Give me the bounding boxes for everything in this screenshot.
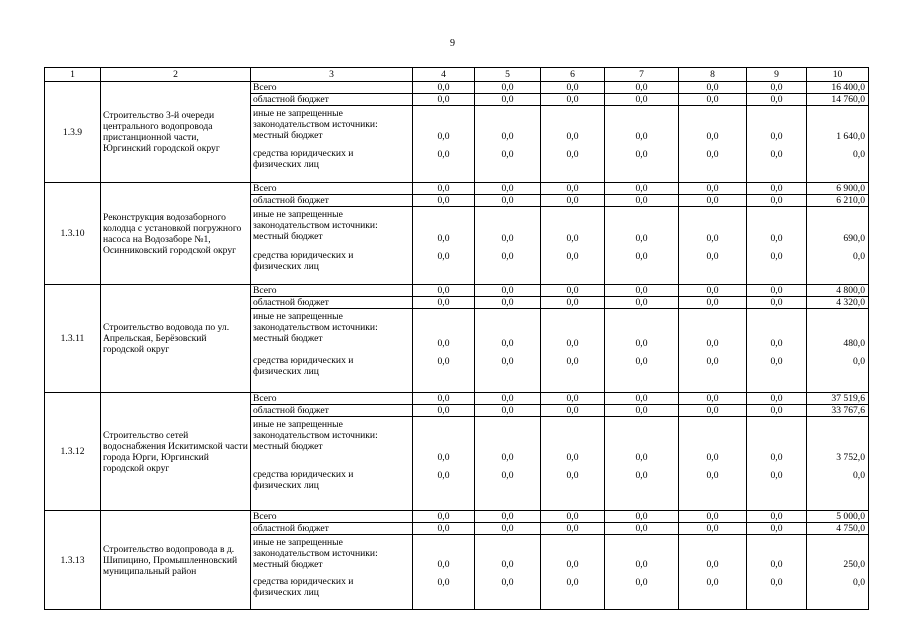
source-total-label: Всего bbox=[251, 393, 413, 405]
source-legal-label bbox=[251, 355, 413, 393]
value-cell: 0,0 bbox=[475, 511, 541, 523]
measure-code: 1.3.9 bbox=[45, 82, 101, 183]
value-cell: 0,0 bbox=[475, 393, 541, 405]
value-cell: 0,0 bbox=[605, 195, 679, 207]
value-cell: 0,0 bbox=[475, 183, 541, 195]
value-cell: 0,0 bbox=[605, 207, 679, 250]
funding-table bbox=[44, 67, 869, 610]
value-cell: 0,0 bbox=[605, 511, 679, 523]
value-cell: 0,0 bbox=[413, 309, 475, 355]
value-cell: 0,0 bbox=[807, 469, 869, 511]
value-cell: 0,0 bbox=[747, 417, 807, 469]
source-regional-label: областной бюджет bbox=[251, 297, 413, 309]
source-regional-label: областной бюджет bbox=[251, 405, 413, 417]
table-body bbox=[45, 68, 869, 610]
value-cell: 0,0 bbox=[605, 106, 679, 148]
table-row bbox=[45, 393, 869, 405]
source-local-text: местный бюджет bbox=[253, 441, 323, 452]
value-cell: 0,0 bbox=[605, 183, 679, 195]
value-cell: 0,0 bbox=[605, 469, 679, 511]
value-cell: 0,0 bbox=[679, 183, 747, 195]
source-legal-text: средства юридических и bbox=[253, 147, 354, 159]
value-cell: 0,0 bbox=[747, 250, 807, 285]
value-cell: 0,0 bbox=[413, 94, 475, 106]
value-cell: 0,0 bbox=[605, 523, 679, 535]
source-legal-text: физических лиц bbox=[253, 479, 319, 491]
value-cell: 0,0 bbox=[475, 250, 541, 285]
source-legal-text: физических лиц bbox=[253, 260, 319, 272]
source-legal-text: физических лиц bbox=[253, 365, 319, 377]
source-other-label: законодательством источники: bbox=[253, 322, 378, 333]
value-cell: 0,0 bbox=[679, 82, 747, 94]
value-cell: 0,0 bbox=[747, 309, 807, 355]
value-cell: 0,0 bbox=[413, 469, 475, 511]
value-cell: 0,0 bbox=[747, 469, 807, 511]
value-cell: 0,0 bbox=[413, 106, 475, 148]
value-cell: 0,0 bbox=[541, 417, 605, 469]
value-cell: 690,0 bbox=[807, 207, 869, 250]
value-cell: 0,0 bbox=[679, 535, 747, 576]
value-cell: 0,0 bbox=[679, 355, 747, 393]
value-cell: 0,0 bbox=[475, 417, 541, 469]
value-cell: 4 320,0 bbox=[807, 297, 869, 309]
value-cell: 0,0 bbox=[679, 393, 747, 405]
measure-name: Строительство 3-й очереди центрального водопровода пристанционной части, Юргинский городской округ bbox=[101, 82, 251, 183]
value-cell: 0,0 bbox=[475, 207, 541, 250]
value-cell: 0,0 bbox=[605, 285, 679, 297]
column-header: 2 bbox=[101, 68, 251, 82]
value-cell: 0,0 bbox=[679, 195, 747, 207]
value-cell: 0,0 bbox=[679, 511, 747, 523]
table-row bbox=[45, 511, 869, 523]
value-cell: 0,0 bbox=[679, 148, 747, 183]
column-header: 10 bbox=[807, 68, 869, 82]
source-local-label bbox=[251, 535, 413, 576]
source-legal-text: средства юридических и bbox=[253, 249, 354, 261]
source-legal-text: средства юридических и bbox=[253, 575, 354, 587]
value-cell: 0,0 bbox=[413, 297, 475, 309]
value-cell: 0,0 bbox=[475, 82, 541, 94]
source-local-label bbox=[251, 309, 413, 355]
value-cell: 0,0 bbox=[413, 355, 475, 393]
measure-name: Строительство сетей водоснабжения Искитимской части города Юрги, Юргинский городской округ bbox=[101, 393, 251, 511]
measure-code: 1.3.10 bbox=[45, 183, 101, 285]
value-cell: 0,0 bbox=[679, 309, 747, 355]
value-cell: 0,0 bbox=[747, 148, 807, 183]
value-cell: 0,0 bbox=[747, 523, 807, 535]
value-cell: 0,0 bbox=[541, 195, 605, 207]
value-cell: 0,0 bbox=[541, 250, 605, 285]
value-cell: 0,0 bbox=[747, 183, 807, 195]
value-cell: 0,0 bbox=[541, 511, 605, 523]
value-cell: 0,0 bbox=[475, 297, 541, 309]
source-legal-text: физических лиц bbox=[253, 158, 319, 170]
table-row bbox=[45, 82, 869, 94]
column-header: 5 bbox=[475, 68, 541, 82]
source-other-label: законодательством источники: bbox=[253, 119, 378, 130]
source-other-label: иные не запрещенные bbox=[253, 419, 343, 430]
value-cell: 0,0 bbox=[475, 94, 541, 106]
source-total-label: Всего bbox=[251, 183, 413, 195]
value-cell: 0,0 bbox=[679, 576, 747, 610]
value-cell: 0,0 bbox=[605, 576, 679, 610]
value-cell: 0,0 bbox=[541, 183, 605, 195]
measure-code: 1.3.11 bbox=[45, 285, 101, 393]
value-cell: 0,0 bbox=[413, 405, 475, 417]
source-local-label bbox=[251, 207, 413, 250]
value-cell: 0,0 bbox=[541, 106, 605, 148]
source-legal-text: средства юридических и bbox=[253, 468, 354, 480]
column-header: 1 bbox=[45, 68, 101, 82]
source-legal-text: средства юридических и bbox=[253, 354, 354, 366]
value-cell: 0,0 bbox=[541, 82, 605, 94]
measure-code: 1.3.12 bbox=[45, 393, 101, 511]
source-regional-label: областной бюджет bbox=[251, 94, 413, 106]
header-row bbox=[45, 68, 869, 82]
value-cell: 0,0 bbox=[679, 106, 747, 148]
column-header: 3 bbox=[251, 68, 413, 82]
value-cell: 1 640,0 bbox=[807, 106, 869, 148]
source-legal-label bbox=[251, 576, 413, 610]
source-regional-label: областной бюджет bbox=[251, 195, 413, 207]
source-other-label: законодательством источники: bbox=[253, 220, 378, 231]
value-cell: 0,0 bbox=[605, 393, 679, 405]
value-cell: 0,0 bbox=[475, 355, 541, 393]
value-cell: 0,0 bbox=[541, 207, 605, 250]
value-cell: 0,0 bbox=[475, 523, 541, 535]
value-cell: 0,0 bbox=[413, 183, 475, 195]
source-total-label: Всего bbox=[251, 511, 413, 523]
value-cell: 0,0 bbox=[413, 82, 475, 94]
value-cell: 0,0 bbox=[807, 148, 869, 183]
value-cell: 37 519,6 bbox=[807, 393, 869, 405]
value-cell: 0,0 bbox=[679, 250, 747, 285]
value-cell: 0,0 bbox=[747, 195, 807, 207]
column-header: 6 bbox=[541, 68, 605, 82]
value-cell: 0,0 bbox=[413, 207, 475, 250]
source-local-label bbox=[251, 417, 413, 469]
value-cell: 0,0 bbox=[605, 82, 679, 94]
source-legal-label bbox=[251, 469, 413, 511]
value-cell: 0,0 bbox=[747, 94, 807, 106]
value-cell: 0,0 bbox=[541, 523, 605, 535]
measure-name: Реконструкция водозаборного колодца с установкой погружного насоса на Водозаборе №1, Осинниковский городской округ bbox=[101, 183, 251, 285]
value-cell: 0,0 bbox=[679, 207, 747, 250]
value-cell: 0,0 bbox=[605, 535, 679, 576]
value-cell: 0,0 bbox=[605, 417, 679, 469]
source-other-label: иные не запрещенные bbox=[253, 108, 343, 119]
value-cell: 0,0 bbox=[807, 576, 869, 610]
value-cell: 0,0 bbox=[679, 285, 747, 297]
value-cell: 0,0 bbox=[747, 535, 807, 576]
table-row bbox=[45, 285, 869, 297]
page-number: 9 bbox=[450, 38, 455, 49]
value-cell: 0,0 bbox=[747, 82, 807, 94]
value-cell: 0,0 bbox=[747, 511, 807, 523]
value-cell: 0,0 bbox=[413, 511, 475, 523]
value-cell: 0,0 bbox=[679, 523, 747, 535]
value-cell: 0,0 bbox=[413, 535, 475, 576]
value-cell: 6 900,0 bbox=[807, 183, 869, 195]
value-cell: 0,0 bbox=[541, 405, 605, 417]
value-cell: 0,0 bbox=[605, 297, 679, 309]
value-cell: 0,0 bbox=[413, 523, 475, 535]
value-cell: 0,0 bbox=[541, 94, 605, 106]
source-total-label: Всего bbox=[251, 285, 413, 297]
source-total-label: Всего bbox=[251, 82, 413, 94]
value-cell: 0,0 bbox=[413, 285, 475, 297]
column-header: 4 bbox=[413, 68, 475, 82]
source-local-text: местный бюджет bbox=[253, 559, 323, 570]
value-cell: 0,0 bbox=[475, 576, 541, 610]
source-other-label: законодательством источники: bbox=[253, 548, 378, 559]
value-cell: 0,0 bbox=[475, 195, 541, 207]
value-cell: 0,0 bbox=[475, 148, 541, 183]
value-cell: 0,0 bbox=[807, 355, 869, 393]
value-cell: 0,0 bbox=[747, 207, 807, 250]
value-cell: 0,0 bbox=[541, 469, 605, 511]
value-cell: 0,0 bbox=[541, 355, 605, 393]
value-cell: 0,0 bbox=[541, 285, 605, 297]
value-cell: 0,0 bbox=[747, 405, 807, 417]
measure-name: Строительство водовода по ул. Апрельская, Берёзовский городской округ bbox=[101, 285, 251, 393]
column-header: 8 bbox=[679, 68, 747, 82]
value-cell: 0,0 bbox=[747, 285, 807, 297]
value-cell: 0,0 bbox=[541, 148, 605, 183]
value-cell: 0,0 bbox=[679, 297, 747, 309]
value-cell: 0,0 bbox=[541, 393, 605, 405]
source-other-label: иные не запрещенные bbox=[253, 209, 343, 220]
value-cell: 0,0 bbox=[807, 250, 869, 285]
value-cell: 0,0 bbox=[541, 309, 605, 355]
value-cell: 3 752,0 bbox=[807, 417, 869, 469]
value-cell: 0,0 bbox=[475, 106, 541, 148]
value-cell: 0,0 bbox=[475, 535, 541, 576]
value-cell: 0,0 bbox=[475, 309, 541, 355]
source-legal-label bbox=[251, 148, 413, 183]
value-cell: 0,0 bbox=[679, 94, 747, 106]
source-local-text: местный бюджет bbox=[253, 130, 323, 141]
value-cell: 0,0 bbox=[541, 535, 605, 576]
source-other-label: законодательством источники: bbox=[253, 430, 378, 441]
value-cell: 0,0 bbox=[605, 405, 679, 417]
source-local-label bbox=[251, 106, 413, 148]
value-cell: 33 767,6 bbox=[807, 405, 869, 417]
value-cell: 4 750,0 bbox=[807, 523, 869, 535]
value-cell: 0,0 bbox=[541, 297, 605, 309]
value-cell: 0,0 bbox=[747, 297, 807, 309]
value-cell: 0,0 bbox=[605, 355, 679, 393]
value-cell: 0,0 bbox=[475, 285, 541, 297]
value-cell: 0,0 bbox=[541, 576, 605, 610]
source-legal-text: физических лиц bbox=[253, 586, 319, 598]
column-header: 7 bbox=[605, 68, 679, 82]
column-header: 9 bbox=[747, 68, 807, 82]
source-regional-label: областной бюджет bbox=[251, 523, 413, 535]
source-legal-label bbox=[251, 250, 413, 285]
source-other-label: иные не запрещенные bbox=[253, 311, 343, 322]
value-cell: 0,0 bbox=[679, 469, 747, 511]
value-cell: 0,0 bbox=[605, 94, 679, 106]
value-cell: 0,0 bbox=[475, 469, 541, 511]
value-cell: 0,0 bbox=[475, 405, 541, 417]
value-cell: 0,0 bbox=[747, 393, 807, 405]
value-cell: 4 800,0 bbox=[807, 285, 869, 297]
measure-code: 1.3.13 bbox=[45, 511, 101, 610]
value-cell: 0,0 bbox=[413, 393, 475, 405]
value-cell: 0,0 bbox=[679, 405, 747, 417]
value-cell: 0,0 bbox=[413, 195, 475, 207]
value-cell: 0,0 bbox=[605, 309, 679, 355]
value-cell: 16 400,0 bbox=[807, 82, 869, 94]
value-cell: 14 760,0 bbox=[807, 94, 869, 106]
value-cell: 0,0 bbox=[605, 148, 679, 183]
value-cell: 0,0 bbox=[605, 250, 679, 285]
source-local-text: местный бюджет bbox=[253, 231, 323, 242]
source-other-label: иные не запрещенные bbox=[253, 537, 343, 548]
value-cell: 0,0 bbox=[413, 576, 475, 610]
measure-name: Строительство водопровода в д. Шипицино, Промышленновский муниципальный район bbox=[101, 511, 251, 610]
value-cell: 480,0 bbox=[807, 309, 869, 355]
value-cell: 0,0 bbox=[413, 148, 475, 183]
value-cell: 6 210,0 bbox=[807, 195, 869, 207]
value-cell: 0,0 bbox=[413, 250, 475, 285]
value-cell: 0,0 bbox=[413, 417, 475, 469]
value-cell: 0,0 bbox=[679, 417, 747, 469]
value-cell: 250,0 bbox=[807, 535, 869, 576]
value-cell: 0,0 bbox=[747, 355, 807, 393]
table-row bbox=[45, 183, 869, 195]
value-cell: 5 000,0 bbox=[807, 511, 869, 523]
value-cell: 0,0 bbox=[747, 576, 807, 610]
source-local-text: местный бюджет bbox=[253, 333, 323, 344]
value-cell: 0,0 bbox=[747, 106, 807, 148]
